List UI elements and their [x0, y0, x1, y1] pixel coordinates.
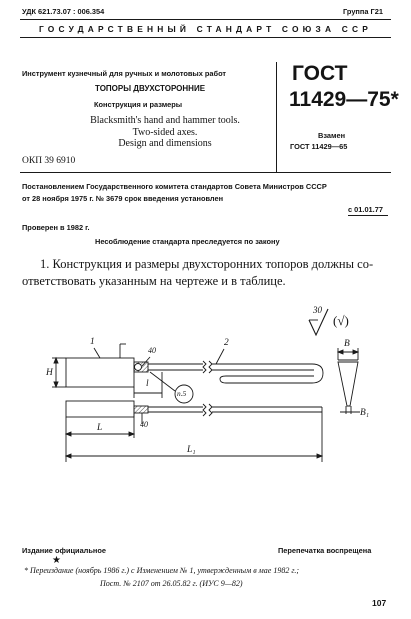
decree-line1: Постановлением Государственного комитета стандартов Совета Министров СССР: [22, 182, 327, 191]
reprint-note: Перепечатка воспрещена: [278, 546, 372, 555]
effective-date: с 01.01.77: [348, 205, 383, 214]
checked-year: Проверен в 1982 г.: [22, 223, 90, 232]
roughness-value: 30: [313, 305, 322, 315]
footnote-line1: * Переиздание (ноябрь 1986 г.) с Изменением № 1, утвержденным в мае 1982 г.;: [24, 566, 300, 575]
title-ru-line2: ТОПОРЫ ДВУХСТОРОННИЕ: [95, 84, 206, 93]
label-L: L: [97, 423, 103, 433]
label-part-2: 2: [224, 338, 229, 348]
violation-note: Несоблюдение стандарта преследуется по закону: [95, 237, 280, 246]
udk-code: УДК 621.73.07 : 006.354: [22, 7, 105, 16]
label-L1: L₁: [187, 445, 196, 455]
title-en-line1: Blacksmith's hand and hammer tools.: [90, 115, 240, 126]
gost-number: 11429—75*: [289, 88, 399, 111]
replaces-label: Взамен: [318, 131, 346, 140]
label-p5: п.5: [177, 389, 187, 398]
footnote-line2: Пост. № 2107 от 26.05.82 г. (ИУС 9—82): [100, 579, 243, 588]
roughness-paren: (√): [333, 313, 349, 328]
label-H: H: [46, 368, 53, 378]
title-ru-line3: Конструкция и размеры: [94, 100, 183, 109]
body-para-line1: 1. Конструкция и размеры двухсторонних топоров должны со-: [40, 257, 374, 271]
replaces-value: ГОСТ 11429—65: [290, 142, 348, 151]
label-40-bottom: 40: [140, 420, 148, 429]
page-number: 107: [372, 598, 387, 608]
label-40-top: 40: [148, 346, 156, 355]
gost-label: ГОСТ: [292, 62, 348, 85]
star-icon: ★: [52, 555, 61, 566]
label-B1: B₁: [360, 408, 369, 418]
label-l: l: [146, 379, 149, 389]
title-ru-line1: Инструмент кузнечный для ручных и молотовых работ: [22, 69, 227, 78]
decree-line2: от 28 ноября 1975 г. № 3679 срок введения установлен: [22, 194, 224, 203]
group-code: Группа Г21: [343, 7, 383, 16]
label-B: B: [344, 339, 350, 349]
top-view-body: [66, 358, 134, 387]
title-en-line2: Two-sided axes.: [132, 126, 198, 138]
edition-note: Издание официальное: [22, 546, 107, 555]
label-part-1: 1: [90, 337, 95, 347]
standard-banner: ГОСУДАРСТВЕННЫЙ СТАНДАРТ СОЮЗА ССР: [38, 24, 373, 34]
body-para-line2: ответствовать указанным на чертеже и в таблице.: [22, 274, 286, 288]
okp-code: ОКП 39 6910: [22, 156, 76, 166]
title-en-line3: Design and dimensions: [118, 138, 212, 149]
